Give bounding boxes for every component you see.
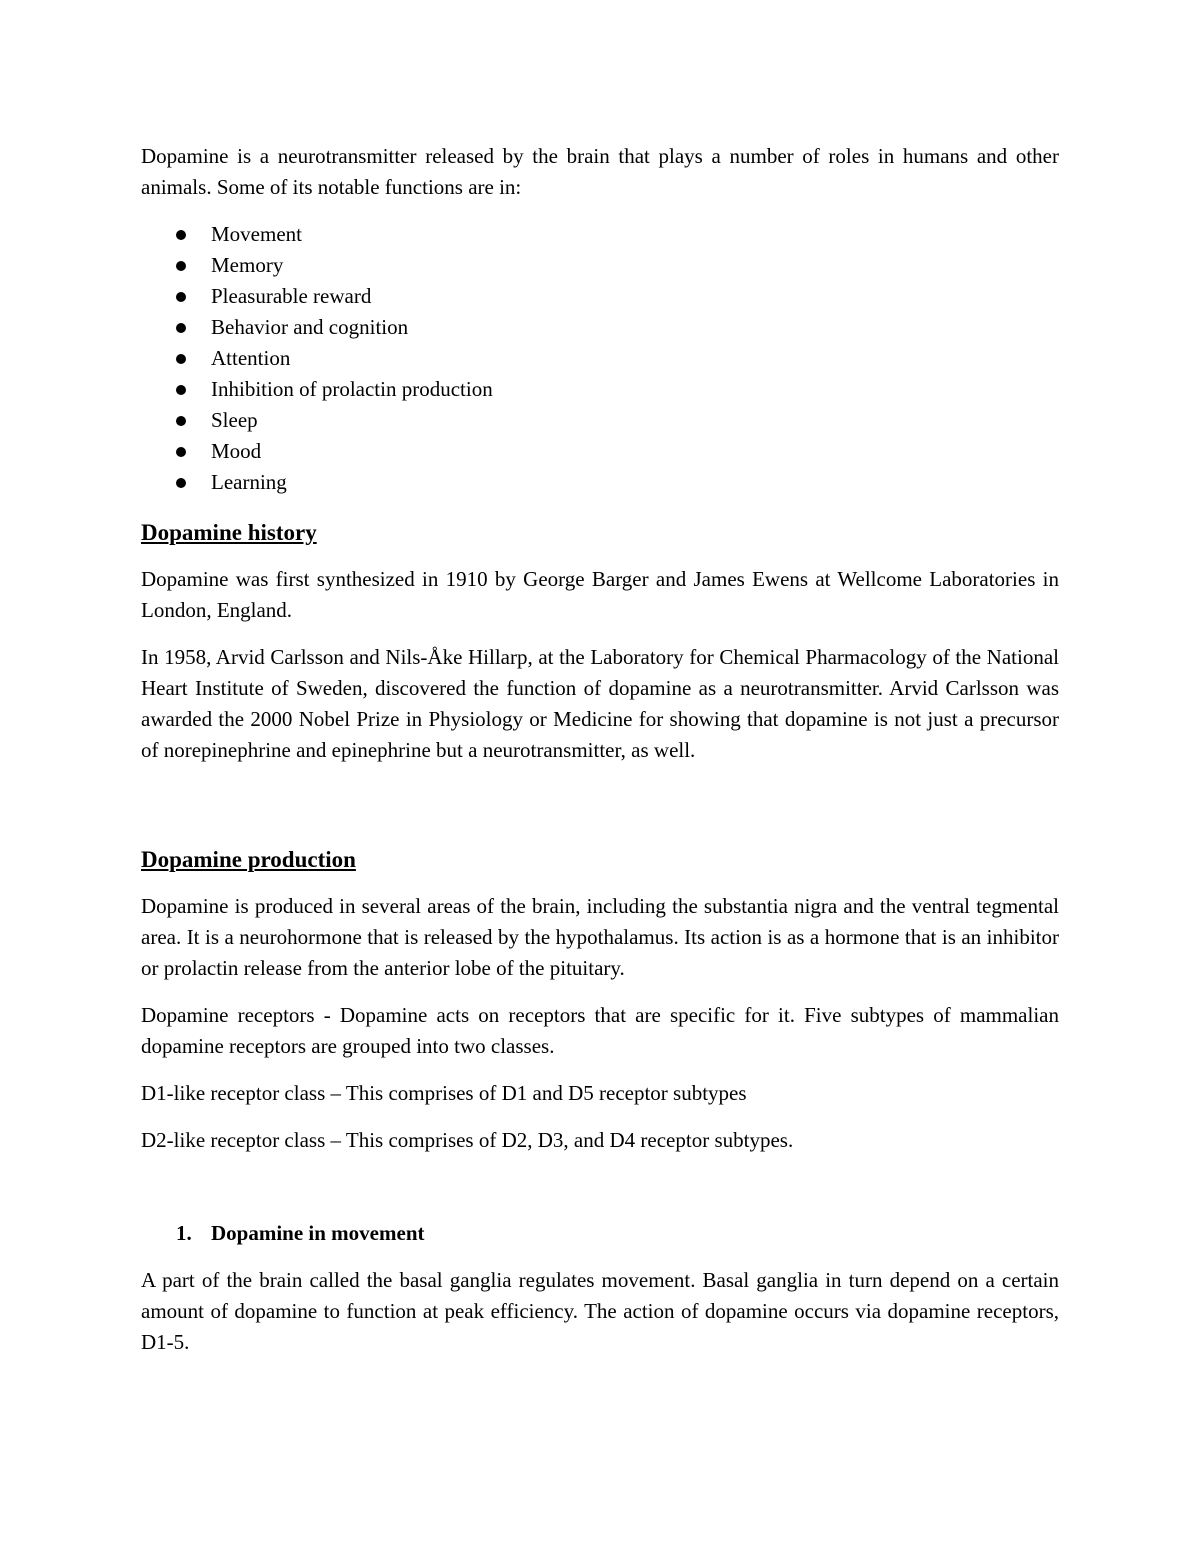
receptors-paragraph: Dopamine receptors - Dopamine acts on receptors that are specific for it. Five subtypes of mammalian dopamine receptors are grouped into two classes. [141, 1003, 1059, 1058]
d2-class-paragraph: D2-like receptor class – This comprises of D2, D3, and D4 receptor subtypes. [141, 1128, 794, 1152]
list-item: Memory [141, 250, 1059, 281]
section-number: 1. [176, 1221, 192, 1245]
bullet-icon [176, 447, 186, 457]
bullet-icon [176, 323, 186, 333]
document-body [141, 141, 1059, 1374]
list-item: Movement [141, 219, 1059, 250]
list-item: Sleep [141, 405, 1059, 436]
list-item: Mood [141, 436, 1059, 467]
production-paragraph: Dopamine is produced in several areas of the brain, including the substantia nigra and the ventral tegmental area. It is a neurohormone that is released by the hypothalamus. Its action is as a hormone that is an inhibitor or prolactin release from the anterior lobe of the pituitary. [141, 894, 1059, 980]
list-item: Inhibition of prolactin production [141, 374, 1059, 405]
list-item: Attention [141, 343, 1059, 374]
list-item: Learning [141, 467, 1059, 498]
bullet-icon [176, 230, 186, 240]
intro-paragraph: Dopamine is a neurotransmitter released by the brain that plays a number of roles in humans and other animals. Some of its notable functions are in: [141, 144, 1059, 199]
movement-heading-text: Dopamine in movement [211, 1221, 425, 1245]
bullet-icon [176, 478, 186, 488]
bullet-icon [176, 354, 186, 364]
production-heading: Dopamine production [141, 847, 356, 872]
history-paragraph: Dopamine was first synthesized in 1910 by George Barger and James Ewens at Wellcome Laboratories in London, England. [141, 567, 1059, 622]
movement-paragraph: A part of the brain called the basal ganglia regulates movement. Basal ganglia in turn depend on a certain amount of dopamine to function at peak efficiency. The action of dopamine occurs via dopamine receptors, D1-5. [141, 1268, 1059, 1354]
history-heading: Dopamine history [141, 520, 317, 545]
bullet-icon [176, 416, 186, 426]
bullet-icon [176, 385, 186, 395]
d1-class-paragraph: D1-like receptor class – This comprises of D1 and D5 receptor subtypes [141, 1081, 747, 1105]
history-paragraph: In 1958, Arvid Carlsson and Nils-Åke Hillarp, at the Laboratory for Chemical Pharmacology of the National Heart Institute of Sweden, discovered the function of dopamine as a neurotransmitter. Arvid Carlsson was awarded the 2000 Nobel Prize in Physiology or Medicine for showing that dopamine is not just a precursor of norepinephrine and epinephrine but a neurotransmitter, as well. [141, 645, 1059, 762]
list-item: Pleasurable reward [141, 281, 1059, 312]
list-item: Behavior and cognition [141, 312, 1059, 343]
functions-list [141, 219, 1059, 498]
movement-heading [141, 1218, 1059, 1249]
bullet-icon [176, 292, 186, 302]
bullet-icon [176, 261, 186, 271]
